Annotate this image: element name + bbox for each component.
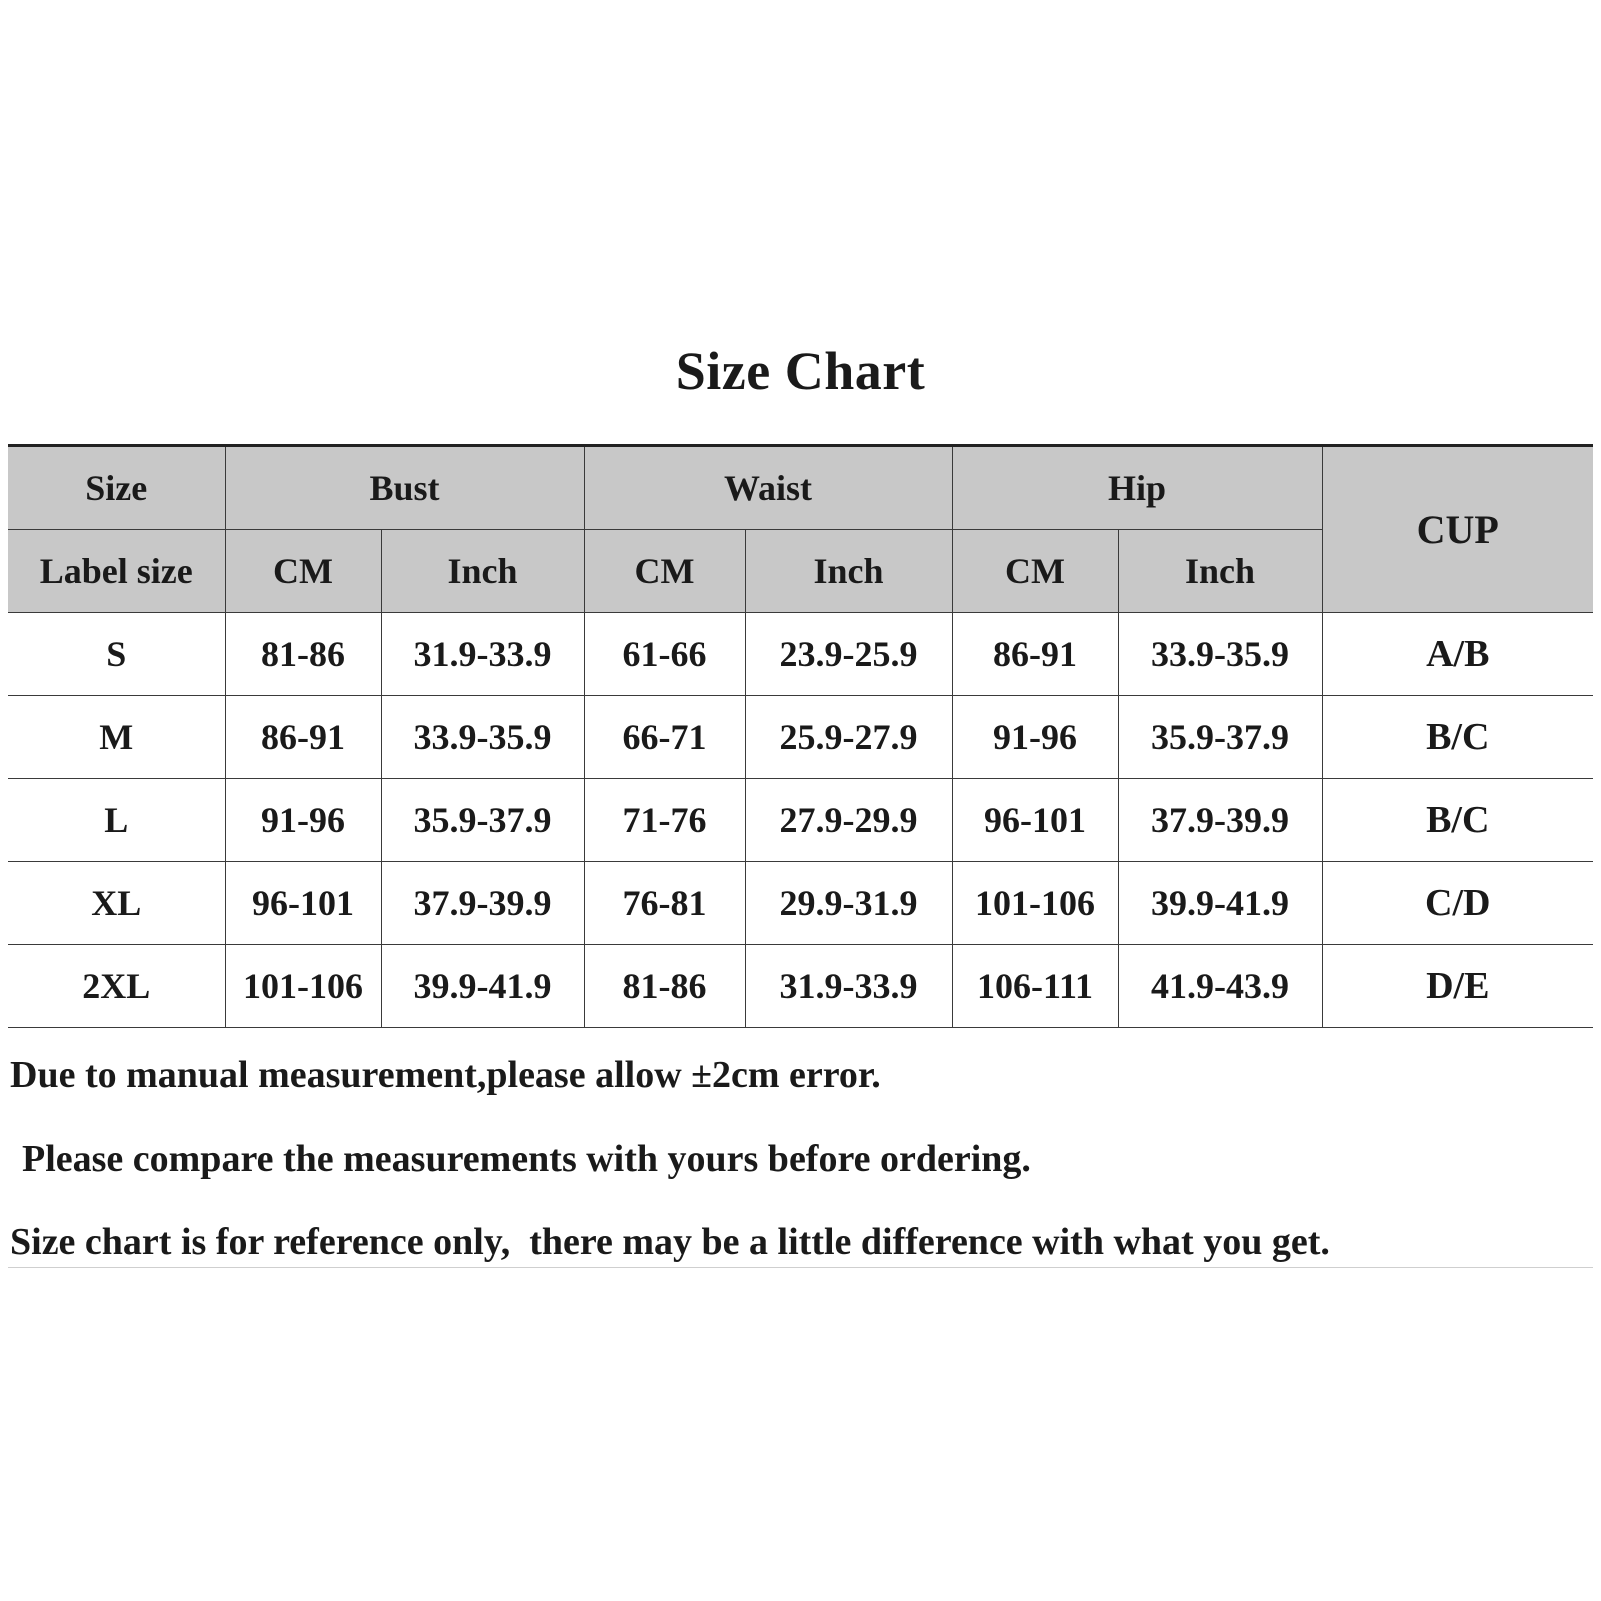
cell-bust-inch: 31.9-33.9 — [381, 613, 584, 696]
header-cup: CUP — [1322, 446, 1593, 613]
cell-cup: A/B — [1322, 613, 1593, 696]
cell-hip-inch: 37.9-39.9 — [1118, 779, 1322, 862]
cell-cup: B/C — [1322, 696, 1593, 779]
header-waist-cm: CM — [584, 530, 745, 613]
cell-waist-inch: 27.9-29.9 — [745, 779, 952, 862]
cell-bust-cm: 91-96 — [225, 779, 381, 862]
table-row — [8, 779, 1593, 862]
cell-hip-inch: 41.9-43.9 — [1118, 945, 1322, 1028]
header-label-size: Label size — [8, 530, 225, 613]
table-row — [8, 613, 1593, 696]
cell-waist-cm: 71-76 — [584, 779, 745, 862]
header-bust: Bust — [225, 446, 584, 530]
header-hip-cm: CM — [952, 530, 1118, 613]
cell-waist-inch: 25.9-27.9 — [745, 696, 952, 779]
cell-size: S — [8, 613, 225, 696]
cell-hip-cm: 96-101 — [952, 779, 1118, 862]
table-row — [8, 696, 1593, 779]
cell-waist-cm: 61-66 — [584, 613, 745, 696]
cell-hip-inch: 33.9-35.9 — [1118, 613, 1322, 696]
cell-hip-inch: 39.9-41.9 — [1118, 862, 1322, 945]
cell-cup: B/C — [1322, 779, 1593, 862]
cell-bust-inch: 39.9-41.9 — [381, 945, 584, 1028]
cell-hip-cm: 86-91 — [952, 613, 1118, 696]
cell-hip-cm: 101-106 — [952, 862, 1118, 945]
note-measurement-error: Due to manual measurement,please allow ±2cm error. — [10, 1054, 881, 1096]
cell-bust-inch: 33.9-35.9 — [381, 696, 584, 779]
cell-waist-inch: 31.9-33.9 — [745, 945, 952, 1028]
cell-hip-inch: 35.9-37.9 — [1118, 696, 1322, 779]
cell-bust-cm: 86-91 — [225, 696, 381, 779]
header-waist-inch: Inch — [745, 530, 952, 613]
bottom-divider — [8, 1267, 1593, 1268]
header-row-groups — [8, 446, 1593, 530]
cell-waist-cm: 76-81 — [584, 862, 745, 945]
cell-size: XL — [8, 862, 225, 945]
header-bust-cm: CM — [225, 530, 381, 613]
cell-waist-cm: 66-71 — [584, 696, 745, 779]
cell-size: L — [8, 779, 225, 862]
cell-bust-inch: 35.9-37.9 — [381, 779, 584, 862]
cell-hip-cm: 91-96 — [952, 696, 1118, 779]
cell-waist-inch: 23.9-25.9 — [745, 613, 952, 696]
page-title: Size Chart — [675, 341, 926, 401]
header-bust-inch: Inch — [381, 530, 584, 613]
cell-size: M — [8, 696, 225, 779]
note-reference-only: Size chart is for reference only, there may be a little difference with what you get. — [10, 1221, 1330, 1263]
cell-cup: D/E — [1322, 945, 1593, 1028]
header-hip-inch: Inch — [1118, 530, 1322, 613]
header-size: Size — [8, 446, 225, 530]
cell-waist-inch: 29.9-31.9 — [745, 862, 952, 945]
cell-bust-cm: 101-106 — [225, 945, 381, 1028]
cell-size: 2XL — [8, 945, 225, 1028]
size-table — [8, 444, 1593, 1028]
cell-waist-cm: 81-86 — [584, 945, 745, 1028]
cell-bust-inch: 37.9-39.9 — [381, 862, 584, 945]
note-compare-measurements: Please compare the measurements with yours before ordering. — [22, 1138, 1031, 1180]
header-hip: Hip — [952, 446, 1322, 530]
cell-hip-cm: 106-111 — [952, 945, 1118, 1028]
header-waist: Waist — [584, 446, 952, 530]
cell-cup: C/D — [1322, 862, 1593, 945]
table-row — [8, 945, 1593, 1028]
cell-bust-cm: 96-101 — [225, 862, 381, 945]
table-row — [8, 862, 1593, 945]
cell-bust-cm: 81-86 — [225, 613, 381, 696]
